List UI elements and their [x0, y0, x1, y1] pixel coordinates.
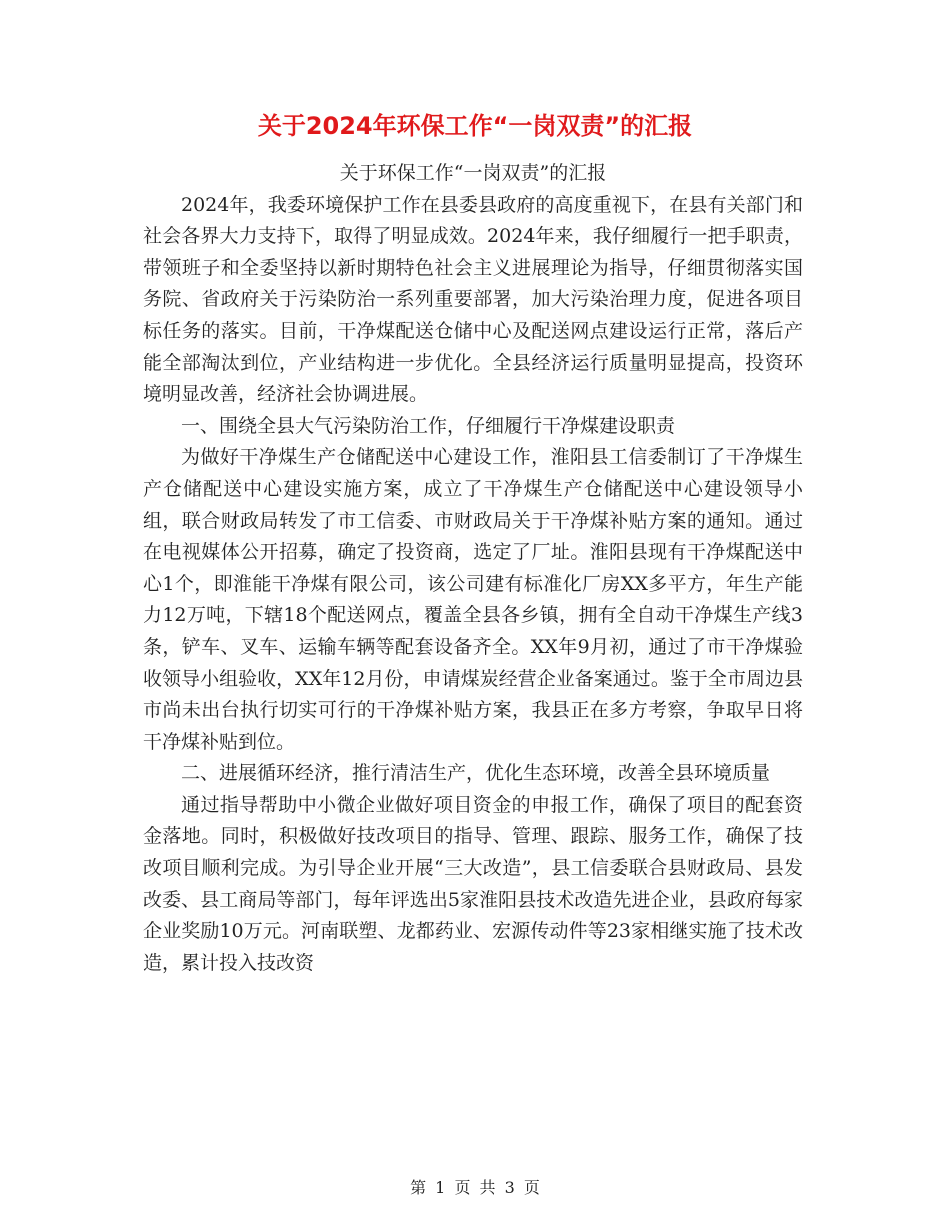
paragraph-section-2: 通过指导帮助中小微企业做好项目资金的申报工作，确保了项目的配套资金落地。同时，积极做好技改项目的指导、管理、跟踪、服务工作，确保了技改项目顺利完成。为引导企业开展“三大改造”，县工信委联合县财政局、县发改委、县工商局等部门，每年评选出5家淮阳县技术改造先进企业，县政府每家企业奖励10万元。河南联塑、龙都药业、宏源传动件等23家相继实施了技术改造，累计投入技改资: [143, 793, 803, 974]
section-heading-1: 一、围绕全县大气污染防治工作，仔细履行干净煤建设职责: [181, 414, 676, 437]
section-heading-2: 二、进展循环经济，推行清洁生产，优化生态环境，改善全县环境质量: [181, 762, 771, 785]
paragraph-section-1: 为做好干净煤生产仓储配送中心建设工作，淮阳县工信委制订了干净煤生产仓储配送中心建设实施方案，成立了干净煤生产仓储配送中心建设领导小组，联合财政局转发了市工信委、市财政局关于干净煤补贴方案的通知。通过在电视媒体公开招募，确定了投资商，选定了厂址。淮阳县现有干净煤配送中心1个，即淮能干净煤有限公司，该公司建有标准化厂房XX多平方，年生产能力12万吨，下辖18个配送网点，覆盖全县各乡镇，拥有全自动干净煤生产线3条，铲车、叉车、运输车辆等配套设备齐全。XX年9月初，通过了市干净煤验收领导小组验收，XX年12月份，申请煤炭经营企业备案通过。鉴于全市周边县市尚未出台执行切实可行的干净煤补贴方案，我县正在多方考察，争取早日将干净煤补贴到位。: [143, 446, 803, 753]
page-number-footer: 第 1 页 共 3 页: [410, 1178, 540, 1197]
document-subtitle: 关于环保工作“一岗双责”的汇报: [339, 162, 607, 184]
paragraph-intro: 2024年，我委环境保护工作在县委县政府的高度重视下，在县有关部门和社会各界大力支持下，取得了明显成效。2024年来，我仔细履行一把手职责，带领班子和全委坚持以新时期特色社会主义进展理论为指导，仔细贯彻落实国务院、省政府关于污染防治一系列重要部署，加大污染治理力度，促进各项目标任务的落实。目前，干净煤配送仓储中心及配送网点建设运行正常，落后产能全部淘汰到位，产业结构进一步优化。全县经济运行质量明显提高，投资环境明显改善，经济社会协调进展。: [143, 193, 803, 406]
page-title: 关于2024年环保工作“一岗双责”的汇报: [257, 112, 693, 140]
document-body: [143, 158, 803, 979]
